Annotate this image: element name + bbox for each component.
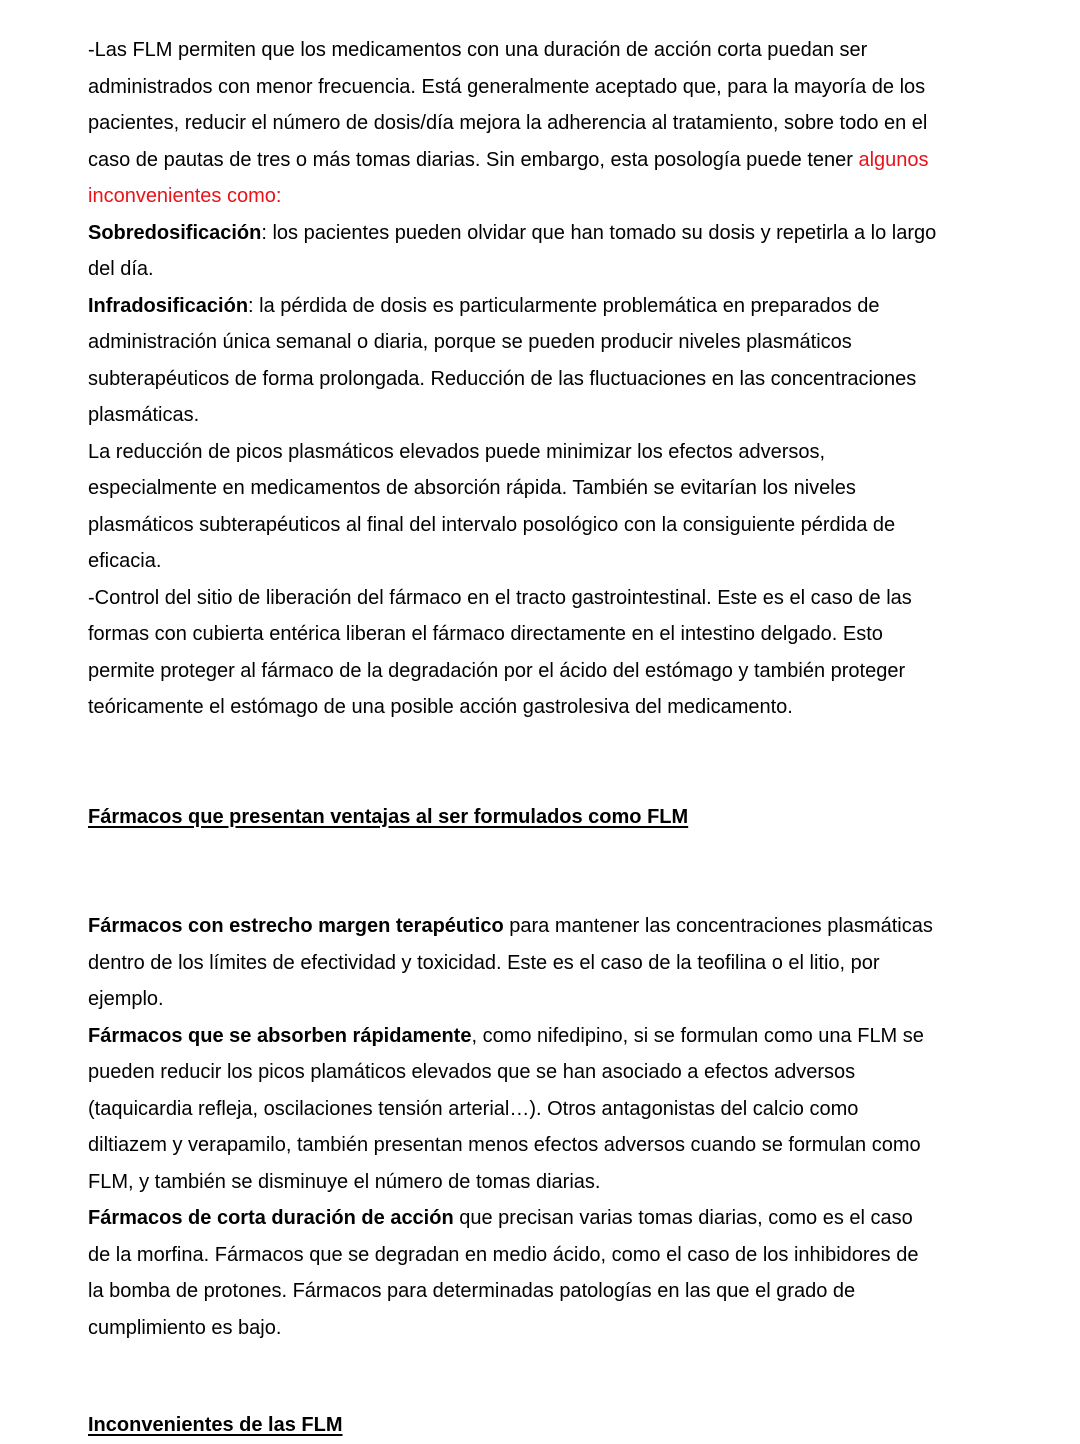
bold-term: Fármacos que se absorben rápidamente [88,1024,472,1047]
body-text: pacientes, reducir el número de dosis/día mejora la adherencia al tratamiento, sobre todo en el [88,112,928,134]
spacer [88,726,936,799]
body-text: administrados con menor frecuencia. Está generalmente aceptado que, para la mayoría de los [88,75,926,98]
section-heading [88,1407,936,1444]
text-line [88,142,936,179]
body-text: formas con cubierta entérica liberan el fármaco directamente en el intestino delgado. Esto [88,623,883,645]
body-text: -Las FLM permiten que los medicamentos con una duración de acción corta puedan ser [88,39,868,61]
body-text: para mantener las concentraciones plasmáticas [503,915,933,937]
text-line [88,1273,936,1310]
body-text: caso de pautas de tres o más tomas diarias. Sin embargo, esta posología puede tener [88,148,859,171]
body-text: de la morfina. Fármacos que se degradan en medio ácido, como el caso de los inhibidores de [88,1243,919,1266]
text-line [88,1310,936,1347]
body-text: especialmente en medicamentos de absorción rápida. También se evitarían los niveles [88,477,856,499]
paragraph [88,32,936,726]
body-text: la bomba de protones. Fármacos para determinadas patologías en las que el grado de [88,1280,856,1302]
bold-term: Sobredosificación [88,221,262,244]
body-text: del día. [88,258,154,280]
text-line [88,653,936,690]
body-text: subterapéuticos de forma prolongada. Reducción de las fluctuaciones en las concentraciones [88,367,917,390]
body-text: que precisan varias tomas diarias, como es el caso [453,1207,913,1229]
body-text: teóricamente el estómago de una posible acción gastrolesiva del medicamento. [88,696,793,718]
text-line [88,324,936,361]
body-text: -Control del sitio de liberación del fármaco en el tracto gastrointestinal. Este es el caso de las [88,586,912,609]
spacer [88,835,936,908]
highlighted-text: inconvenientes como: [88,185,282,207]
text-line [88,470,936,507]
text-line [88,507,936,544]
heading-text: Fármacos que presentan ventajas al ser formulados como FLM [88,805,689,828]
paragraph [88,908,936,1346]
text-line [88,178,936,215]
body-text: pueden reducir los picos plamáticos elevados que se han asociado a efectos adversos [88,1061,856,1083]
body-text: permite proteger al fármaco de la degradación por el ácido del estómago y también proteger [88,659,906,682]
bold-term: Fármacos de corta duración de acción [88,1207,454,1229]
text-line [88,945,936,982]
body-text: cumplimiento es bajo. [88,1316,282,1339]
text-line [88,1237,936,1274]
text-line [88,1127,936,1164]
text-line [88,1018,936,1055]
heading-text: Inconvenientes de las FLM [88,1414,343,1436]
body-text: plasmáticos subterapéuticos al final del intervalo posológico con la consiguiente pérdida de [88,513,896,536]
section-heading [88,799,936,836]
body-text: , como nifedipino, si se formulan como una FLM se [471,1024,924,1047]
text-line [88,215,936,252]
body-text: eficacia. [88,550,162,572]
text-line [88,981,936,1018]
body-text: plasmáticas. [88,404,200,426]
text-line [88,1164,936,1201]
text-line [88,1200,936,1237]
body-text: (taquicardia refleja, oscilaciones tensión arterial…). Otros antagonistas del calcio como [88,1097,859,1120]
spacer [88,1346,936,1407]
body-text: : la pérdida de dosis es particularmente problemática en preparados de [248,294,880,317]
text-line [88,361,936,398]
text-line [88,1054,936,1091]
text-line [88,543,936,580]
body-text: diltiazem y verapamilo, también presentan menos efectos adversos cuando se formulan como [88,1134,921,1156]
body-text: La reducción de picos plasmáticos elevados puede minimizar los efectos adversos, [88,440,826,463]
text-line [88,251,936,288]
text-line [88,434,936,471]
body-text: administración única semanal o diaria, porque se pueden producir niveles plasmáticos [88,331,852,353]
highlighted-text: algunos [858,148,929,171]
text-line [88,1091,936,1128]
body-text: FLM, y también se disminuye el número de tomas diarias. [88,1170,601,1193]
body-text: : los pacientes pueden olvidar que han tomado su dosis y repetirla a lo largo [261,221,937,244]
text-line [88,616,936,653]
bold-term: Fármacos con estrecho margen terapéutico [88,915,504,937]
bold-term: Infradosificación [88,294,249,317]
text-line [88,105,936,142]
text-line [88,689,936,726]
document-page [88,32,936,1444]
text-line [88,288,936,325]
body-text: dentro de los límites de efectividad y toxicidad. Este es el caso de la teofilina o el litio, por [88,951,880,974]
text-line [88,69,936,106]
body-text: ejemplo. [88,988,164,1010]
text-line [88,397,936,434]
text-line [88,908,936,945]
text-line [88,32,936,69]
text-line [88,580,936,617]
